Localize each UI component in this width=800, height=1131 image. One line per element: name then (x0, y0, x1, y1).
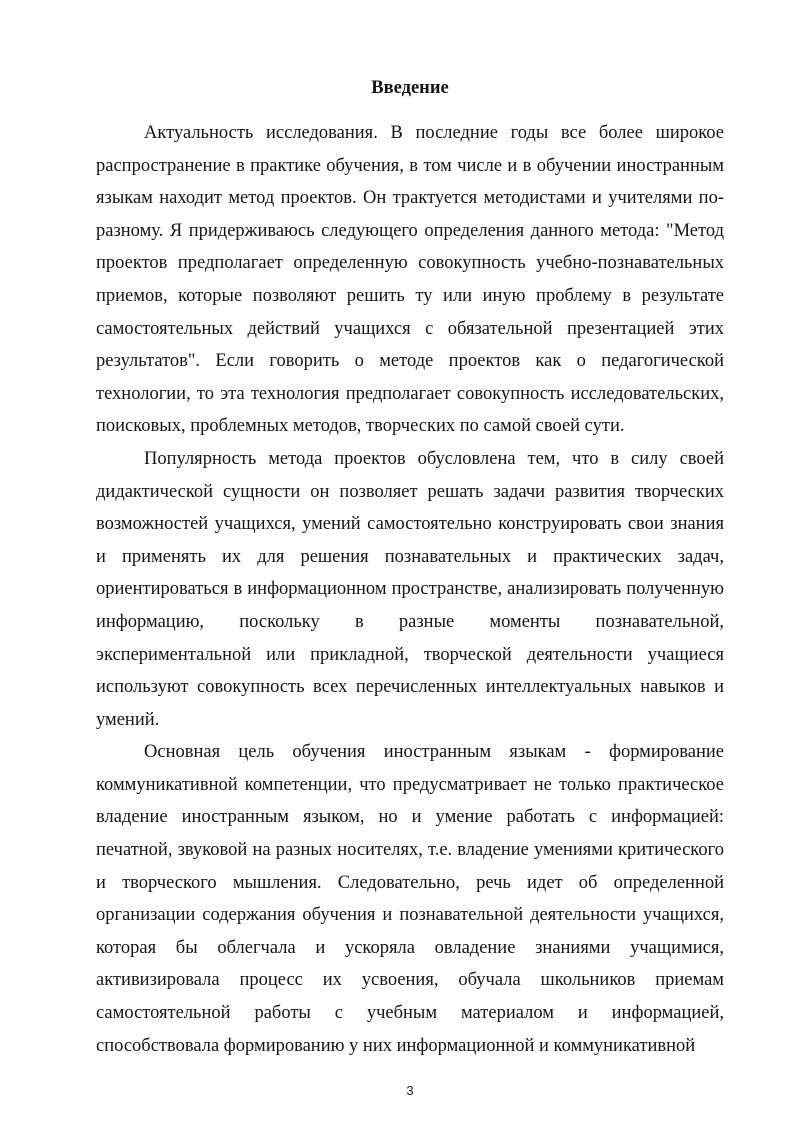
section-title: Введение (371, 78, 449, 98)
paragraph-relevance: Актуальность исследования. В последние годы все более широкое распространение в практике обучения, в том числе и в обучении иностранным языкам находит метод проектов. Он трактуется методистами и учителями по-разному. Я придерживаюсь следующего определения данного метода: "Метод проектов предполагает определенную совокупность учебно-познавательных приемов, которые позволяют решить ту или иную проблему в результате самостоятельных действий учащихся с обязательной презентацией этих результатов". Если говорить о методе проектов как о педагогической технологии, то эта технология предполагает совокупность исследовательских, поисковых, проблемных методов, творческих по самой своей сути. (96, 123, 724, 437)
page-number: 3 (406, 1083, 414, 1098)
paragraph-popularity: Популярность метода проектов обусловлена тем, что в силу своей дидактической сущности он позволяет решать задачи развития творческих возможностей учащихся, умений самостоятельно конструировать свои знания и применять их для решения познавательных и практических задач, ориентироваться в информационном пространстве, анализировать полученную информацию, поскольку в разные моменты познавательной, экспериментальной или прикладной, творческой деятельности учащиеся используют совокупность всех перечисленных интеллектуальных навыков и умений. (96, 448, 724, 730)
paragraph-main-goal: Основная цель обучения иностранным языкам - формирование коммуникативной компетенции, что предусматривает не только практическое владение иностранным языком, но и умение работать с информацией: печатной, звуковой на разных носителях, т.е. владение умениями критического и творческого мышления. Следовательно, речь идет об определенной организации содержания обучения и познавательной деятельности учащихся, которая бы облегчала и ускоряла овладение знаниями учащимися, активизировала процесс их усвоения, обучала школьников приемам самостоятельной работы с учебным материалом и информацией, способствовала формированию у них информационной и коммуникативной (96, 742, 724, 1056)
body-text (96, 117, 724, 1062)
